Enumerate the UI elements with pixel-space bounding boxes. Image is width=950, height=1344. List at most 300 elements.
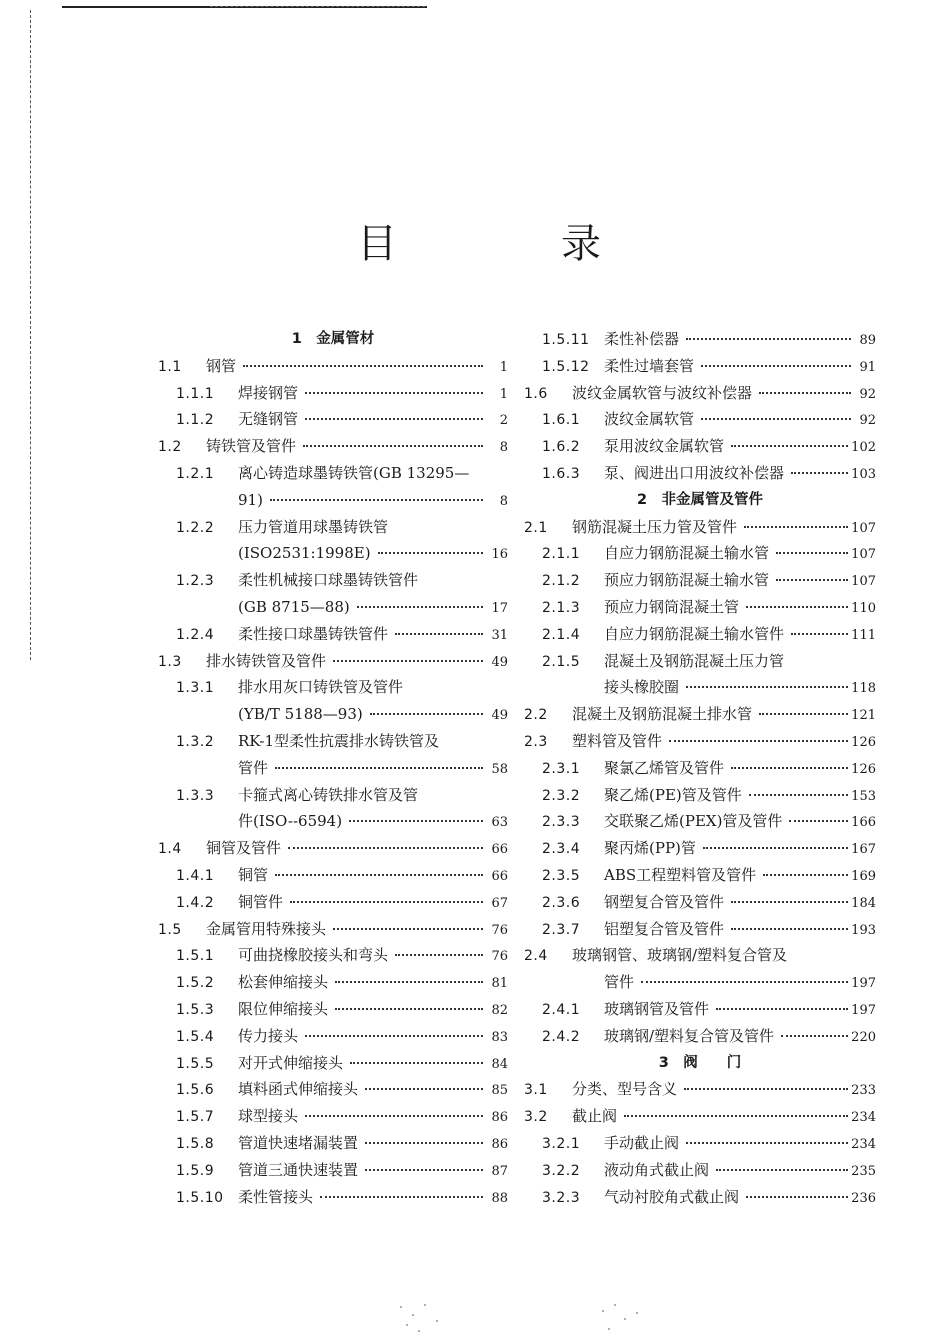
entry-title: 可曲挠橡胶接头和弯头 [238, 946, 389, 965]
entry-number: 1.1.2 [176, 412, 215, 429]
entry-page-number: 234 [851, 1110, 876, 1126]
entry-page-number: 107 [851, 574, 876, 590]
entry-number: 3.2.2 [542, 1162, 581, 1179]
entry-title: (GB 8715—88) [238, 597, 350, 616]
entry-page-number: 103 [851, 466, 876, 482]
dot-leader [669, 740, 848, 742]
entry-title: 柔性机械接口球墨铸铁管件 [238, 571, 419, 590]
entry-title: 波纹金属软管 [604, 410, 695, 429]
toc-entry [158, 1157, 508, 1184]
entry-number: 1.6.3 [542, 465, 581, 482]
dot-leader [703, 847, 848, 849]
entry-title: 柔性补偿器 [604, 330, 680, 348]
entry-number: 2.3.6 [542, 894, 581, 911]
entry-title: 气动衬胶角式截止阀 [604, 1187, 740, 1206]
entry-number: 1.6.1 [542, 412, 581, 429]
entry-page-number: 197 [851, 1002, 876, 1018]
entry-page-number: 16 [491, 547, 508, 563]
dot-leader [789, 820, 848, 822]
dot-leader [350, 1062, 483, 1064]
entry-page-number: 126 [851, 761, 876, 777]
entry-title: 松套伸缩接头 [238, 973, 329, 992]
entry-page-number: 81 [491, 976, 508, 992]
toc-entry [524, 1103, 876, 1130]
dot-leader [270, 499, 483, 501]
entry-number: 2.1.4 [542, 626, 581, 643]
dot-leader [333, 660, 483, 662]
entry-page-number: 63 [491, 815, 508, 831]
entry-title: 塑料管及管件 [572, 731, 663, 750]
toc-entry [524, 594, 876, 621]
scan-noise [392, 1300, 452, 1336]
entry-number: 1.3.2 [176, 733, 215, 750]
entry-number: 2.1.1 [542, 546, 581, 563]
toc-entry [524, 460, 876, 487]
entry-page-number: 85 [491, 1083, 508, 1099]
entry-number: 2.1 [524, 519, 548, 536]
entry-title: ABS工程塑料管及管件 [604, 865, 757, 884]
dot-leader [731, 767, 848, 769]
toc-entry-continuation [158, 540, 508, 567]
toc-entry-continuation [158, 594, 508, 621]
entry-page-number: 83 [491, 1029, 508, 1045]
toc-entry [524, 326, 876, 353]
toc-entry [524, 406, 876, 433]
toc-entry [524, 1023, 876, 1050]
entry-title: 玻璃钢管及管件 [604, 999, 710, 1018]
entry-title: 件(ISO--6594) [238, 812, 343, 831]
dot-leader [365, 1169, 483, 1171]
toc-entry-continuation [158, 808, 508, 835]
entry-number: 1.2.4 [176, 626, 215, 643]
entry-page-number: 17 [491, 600, 508, 616]
entry-title: 混凝土及钢筋混凝土压力管 [604, 651, 785, 670]
scan-noise [596, 1300, 656, 1336]
entry-number: 1.6.2 [542, 439, 581, 456]
dot-leader [791, 633, 848, 635]
entry-page-number: 110 [851, 600, 876, 616]
toc-entry [524, 1130, 876, 1157]
toc-entry-continuation [158, 487, 508, 514]
entry-number: 1.5 [158, 921, 182, 938]
toc-entry [158, 621, 508, 648]
dot-leader [305, 1115, 483, 1117]
dot-leader [320, 1196, 483, 1198]
dot-leader [624, 1115, 848, 1117]
dot-leader [776, 579, 848, 581]
dot-leader [333, 928, 483, 930]
toc-entry [158, 674, 508, 701]
toc-entry [524, 701, 876, 728]
entry-number: 1.5.6 [176, 1082, 215, 1099]
entry-title: 聚乙烯(PE)管及管件 [604, 785, 742, 804]
toc-entry [158, 514, 508, 541]
toc-entry [524, 996, 876, 1023]
entry-page-number: 167 [851, 842, 876, 858]
entry-title: 铜管及管件 [206, 839, 282, 858]
dot-leader [335, 981, 483, 983]
entry-page-number: 87 [491, 1163, 508, 1179]
entry-title: 聚丙烯(PP)管 [604, 839, 696, 858]
entry-page-number: 49 [491, 654, 508, 670]
toc-entry [524, 353, 876, 380]
entry-page-number: 66 [491, 868, 508, 884]
toc-entry-continuation [524, 969, 876, 996]
dot-leader [686, 338, 851, 340]
entry-page-number: 8 [499, 493, 508, 509]
entry-title: 柔性接口球墨铸铁管件 [238, 624, 389, 643]
toc-entry [524, 889, 876, 916]
dot-leader [746, 606, 848, 608]
dot-leader [731, 445, 848, 447]
toc-entry [524, 835, 876, 862]
entry-page-number: 76 [491, 922, 508, 938]
entry-number: 1.2.2 [176, 519, 215, 536]
entry-number: 3.2 [524, 1109, 548, 1126]
dot-leader [686, 1142, 848, 1144]
entry-page-number: 76 [491, 949, 508, 965]
entry-page-number: 121 [851, 708, 876, 724]
entry-page-number: 88 [491, 1190, 508, 1206]
chapter-heading: 2 非金属管及管件 [636, 491, 764, 508]
entry-title: (ISO2531:1998E) [238, 544, 371, 563]
toc-entry [158, 1184, 508, 1211]
toc-entry [158, 380, 508, 407]
entry-title: 泵、阀进出口用波纹补偿器 [604, 463, 785, 482]
entry-number: 1.5.12 [542, 358, 590, 375]
toc-entry [158, 1103, 508, 1130]
entry-title: 波纹金属软管与波纹补偿器 [572, 383, 753, 402]
dot-leader [749, 794, 848, 796]
entry-number: 1.3 [158, 653, 182, 670]
entry-number: 2.3.3 [542, 814, 581, 831]
toc-entry-continuation [524, 674, 876, 701]
dot-leader [357, 606, 483, 608]
entry-title: 分类、型号含义 [572, 1080, 678, 1099]
entry-number: 2.3.7 [542, 921, 581, 938]
dot-leader [759, 392, 851, 394]
dot-leader [731, 928, 848, 930]
entry-number: 1.5.4 [176, 1028, 215, 1045]
toc-entry-continuation [158, 701, 508, 728]
dot-leader [744, 526, 848, 528]
entry-number: 1.2.1 [176, 465, 215, 482]
toc-entry [524, 808, 876, 835]
entry-title: 玻璃钢/塑料复合管及管件 [604, 1026, 775, 1045]
entry-page-number: 31 [491, 627, 508, 643]
entry-title: 铜管件 [238, 892, 284, 911]
entry-page-number: 184 [851, 895, 876, 911]
entry-number: 1.6 [524, 385, 548, 402]
entry-number: 1.3.3 [176, 787, 215, 804]
entry-page-number: 118 [851, 681, 876, 697]
entry-title: (YB/T 5188—93) [238, 705, 363, 724]
entry-page-number: 66 [491, 842, 508, 858]
entry-title: 焊接钢管 [238, 383, 299, 402]
toc-entry [158, 648, 508, 675]
dot-leader [684, 1088, 848, 1090]
entry-page-number: 89 [859, 333, 876, 348]
toc-entry [524, 380, 876, 407]
dot-leader [395, 633, 483, 635]
toc-entry [524, 567, 876, 594]
entry-title: 排水铸铁管及管件 [206, 651, 327, 670]
entry-title: 金属管用特殊接头 [206, 919, 327, 938]
entry-number: 2.1.2 [542, 573, 581, 590]
toc-entry [524, 916, 876, 943]
dot-leader [243, 365, 483, 367]
binding-margin-line [30, 10, 31, 660]
entry-title: 柔性过墙套管 [604, 356, 695, 375]
entry-number: 1.5.3 [176, 1001, 215, 1018]
dot-leader [365, 1088, 483, 1090]
entry-title: 球型接头 [238, 1107, 299, 1126]
entry-title: 排水用灰口铸铁管及管件 [238, 678, 404, 697]
entry-title: 手动截止阀 [604, 1133, 680, 1152]
entry-page-number: 107 [851, 547, 876, 563]
entry-page-number: 1 [499, 386, 508, 402]
toc-entry [524, 755, 876, 782]
entry-number: 2.2 [524, 707, 548, 724]
entry-title: 预应力钢筋混凝土输水管 [604, 571, 770, 590]
toc-entry [524, 1157, 876, 1184]
entry-page-number: 102 [851, 440, 876, 456]
toc-entry [158, 728, 508, 755]
entry-title: 卡箍式离心铸铁排水管及管 [238, 785, 419, 804]
toc-entry-continuation [158, 755, 508, 782]
entry-number: 2.3 [524, 733, 548, 750]
entry-page-number: 169 [851, 868, 876, 884]
entry-number: 1.5.2 [176, 975, 215, 992]
entry-page-number: 91 [859, 359, 876, 375]
entry-title: 压力管道用球墨铸铁管 [238, 517, 389, 536]
entry-number: 2.1.5 [542, 653, 581, 670]
entry-page-number: 8 [499, 440, 508, 456]
dot-leader [791, 472, 848, 474]
dot-leader [290, 901, 483, 903]
toc-entry [158, 862, 508, 889]
entry-number: 2.3.2 [542, 787, 581, 804]
entry-title: 钢筋混凝土压力管及管件 [572, 517, 738, 536]
entry-number: 1.5.10 [176, 1189, 224, 1206]
entry-number: 1.5.11 [542, 332, 590, 348]
entry-page-number: 193 [851, 922, 876, 938]
entry-title: 管道三通快速装置 [238, 1160, 359, 1179]
entry-title: 柔性管接头 [238, 1187, 314, 1206]
toc-entry [158, 916, 508, 943]
toc-entry [524, 1076, 876, 1103]
entry-page-number: 82 [491, 1002, 508, 1018]
entry-title: 液动角式截止阀 [604, 1160, 710, 1179]
chapter-heading: 1 金属管材 [291, 331, 375, 347]
toc-right-column [524, 326, 876, 1210]
entry-page-number: 67 [491, 895, 508, 911]
entry-page-number: 58 [491, 761, 508, 777]
entry-title: 91) [238, 490, 263, 509]
entry-number: 1.1 [158, 358, 182, 375]
dot-leader [759, 713, 848, 715]
entry-page-number: 1 [499, 359, 508, 375]
entry-title: 限位伸缩接头 [238, 999, 329, 1018]
entry-number: 1.3.1 [176, 680, 215, 697]
entry-page-number: 220 [851, 1029, 876, 1045]
entry-page-number: 235 [851, 1163, 876, 1179]
toc-entry [158, 889, 508, 916]
toc-entry [158, 353, 508, 380]
entry-number: 3.2.1 [542, 1135, 581, 1152]
entry-title: 自应力钢筋混凝土输水管件 [604, 624, 785, 643]
dot-leader [335, 1008, 483, 1010]
entry-title: 聚氯乙烯管及管件 [604, 758, 725, 777]
entry-number: 2.1.3 [542, 599, 581, 616]
dot-leader [716, 1008, 848, 1010]
toc-entry [524, 728, 876, 755]
dot-leader [686, 686, 848, 688]
entry-title: 管件 [604, 973, 635, 992]
entry-page-number: 49 [491, 708, 508, 724]
entry-title: 铝塑复合管及管件 [604, 919, 725, 938]
dot-leader [701, 418, 851, 420]
toc-entry [158, 567, 508, 594]
entry-title: 截止阀 [572, 1107, 618, 1126]
entry-number: 1.2 [158, 439, 182, 456]
toc-entry [524, 1184, 876, 1211]
toc-entry [524, 862, 876, 889]
header-rule-dashed [210, 6, 425, 7]
dot-leader [303, 445, 483, 447]
entry-title: 钢管 [206, 356, 237, 375]
toc-entry [158, 1023, 508, 1050]
entry-number: 1.1.1 [176, 385, 215, 402]
dot-leader [731, 901, 848, 903]
entry-title: 离心铸造球墨铸铁管(GB 13295— [238, 463, 470, 482]
dot-leader [305, 418, 483, 420]
toc-entry [524, 540, 876, 567]
entry-title: 交联聚乙烯(PEX)管及管件 [604, 812, 783, 831]
entry-number: 2.4.1 [542, 1001, 581, 1018]
toc-entry [158, 996, 508, 1023]
entry-title: 管道快速堵漏装置 [238, 1133, 359, 1152]
entry-page-number: 92 [859, 413, 876, 429]
dot-leader [395, 954, 483, 956]
toc-entry [524, 782, 876, 809]
entry-page-number: 233 [851, 1083, 876, 1099]
dot-leader [763, 874, 848, 876]
entry-title: 混凝土及钢筋混凝土排水管 [572, 705, 753, 724]
toc-entry [158, 460, 508, 487]
entry-number: 2.3.1 [542, 760, 581, 777]
chapter-heading: 3 阀 门 [658, 1054, 742, 1071]
toc-entry [158, 835, 508, 862]
dot-leader [275, 874, 483, 876]
entry-number: 1.5.1 [176, 948, 215, 965]
toc-entry [524, 621, 876, 648]
dot-leader [781, 1035, 848, 1037]
dot-leader [370, 713, 483, 715]
toc-entry [524, 942, 876, 969]
dot-leader [305, 392, 483, 394]
dot-leader [378, 552, 483, 554]
toc-entry [158, 942, 508, 969]
entry-number: 1.2.3 [176, 573, 215, 590]
dot-leader [716, 1169, 848, 1171]
entry-page-number: 86 [491, 1136, 508, 1152]
entry-number: 3.2.3 [542, 1189, 581, 1206]
page-title: 目 录 [357, 220, 663, 267]
entry-number: 2.4.2 [542, 1028, 581, 1045]
entry-number: 1.5.9 [176, 1162, 215, 1179]
entry-title: 无缝钢管 [238, 410, 299, 429]
entry-title: RK-1型柔性抗震排水铸铁管及 [238, 731, 440, 750]
dot-leader [746, 1196, 848, 1198]
toc-entry [158, 1050, 508, 1077]
entry-number: 1.4.2 [176, 894, 215, 911]
entry-number: 1.4 [158, 841, 182, 858]
dot-leader [305, 1035, 483, 1037]
entry-title: 预应力钢筒混凝土管 [604, 597, 740, 616]
toc-entry [158, 433, 508, 460]
entry-title: 自应力钢筋混凝土输水管 [604, 544, 770, 563]
entry-page-number: 197 [851, 976, 876, 992]
entry-number: 2.4 [524, 948, 548, 965]
entry-page-number: 153 [851, 788, 876, 804]
entry-page-number: 84 [491, 1056, 508, 1072]
entry-number: 3.1 [524, 1082, 548, 1099]
entry-title: 铜管 [238, 865, 269, 884]
entry-title: 泵用波纹金属软管 [604, 437, 725, 456]
toc-entry [158, 1130, 508, 1157]
entry-title: 钢塑复合管及管件 [604, 892, 725, 911]
entry-page-number: 166 [851, 815, 876, 831]
dot-leader [349, 820, 483, 822]
dot-leader [275, 767, 483, 769]
entry-page-number: 111 [851, 627, 876, 643]
dot-leader [641, 981, 848, 983]
entry-number: 1.5.8 [176, 1135, 215, 1152]
entry-title: 管件 [238, 758, 269, 777]
dot-leader [288, 847, 483, 849]
entry-title: 填料函式伸缩接头 [238, 1080, 359, 1099]
dot-leader [776, 552, 848, 554]
toc-entry [524, 648, 876, 675]
entry-page-number: 236 [851, 1190, 876, 1206]
toc-entry [524, 514, 876, 541]
toc-entry [158, 782, 508, 809]
entry-number: 1.5.5 [176, 1055, 215, 1072]
entry-page-number: 126 [851, 734, 876, 750]
entry-title: 铸铁管及管件 [206, 437, 297, 456]
entry-page-number: 107 [851, 520, 876, 536]
toc-left-column [158, 326, 508, 1210]
entry-title: 接头橡胶圈 [604, 678, 680, 697]
toc-entry [158, 406, 508, 433]
entry-number: 1.5.7 [176, 1109, 215, 1126]
dot-leader [365, 1142, 483, 1144]
entry-number: 2.3.4 [542, 841, 581, 858]
entry-number: 1.4.1 [176, 867, 215, 884]
entry-title: 对开式伸缩接头 [238, 1053, 344, 1072]
entry-page-number: 92 [859, 386, 876, 402]
entry-page-number: 2 [499, 413, 508, 429]
dot-leader [701, 365, 851, 367]
toc-entry [158, 969, 508, 996]
toc-entry [524, 433, 876, 460]
entry-number: 2.3.5 [542, 867, 581, 884]
toc-entry [158, 1076, 508, 1103]
entry-page-number: 86 [491, 1110, 508, 1126]
entry-page-number: 234 [851, 1136, 876, 1152]
entry-title: 传力接头 [238, 1026, 299, 1045]
